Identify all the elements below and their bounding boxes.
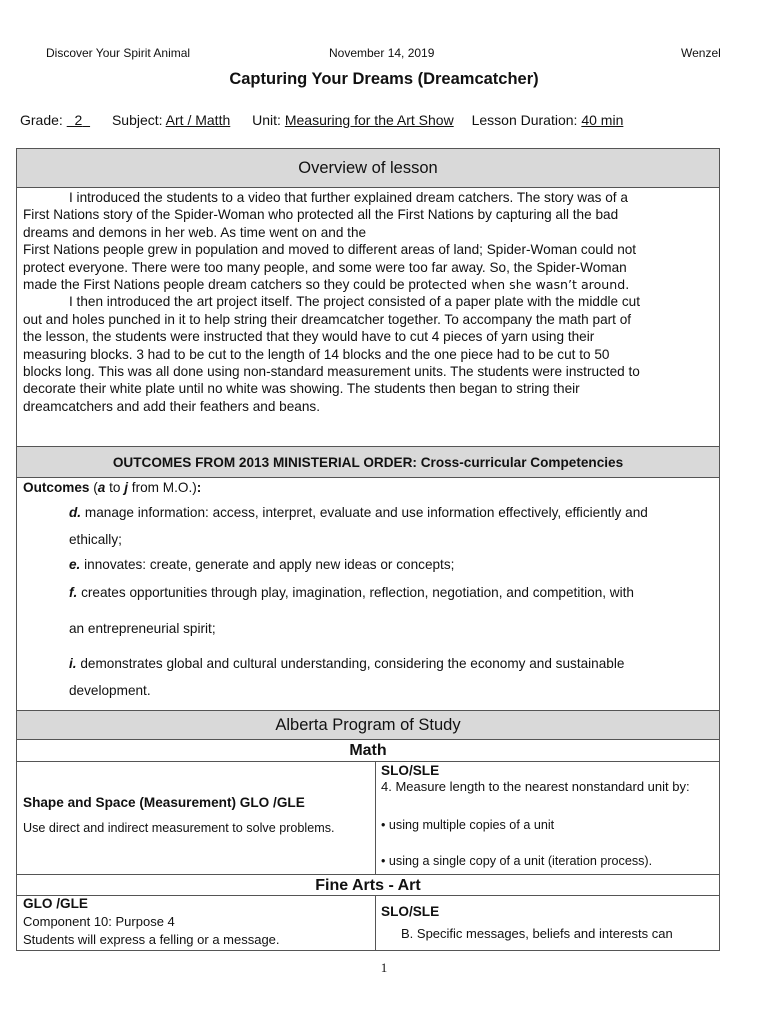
header-doc-title: Discover Your Spirit Animal	[46, 46, 191, 60]
subject-label: Subject:	[111, 112, 163, 128]
outcome-item-e: e. innovates: create, generate and apply new ideas or concepts;	[69, 557, 455, 572]
math-slo-bullet: • using a single copy of a unit (iteration process).	[381, 854, 653, 868]
outcomes-section	[16, 446, 720, 711]
overview-line: I introduced the students to a video that further explained dream catchers. The story was of a	[69, 190, 628, 205]
grade-label: Grade:	[20, 112, 63, 128]
overview-line: decorate their white plate until no white was showing. The students then began to string their	[23, 381, 580, 397]
art-glo-line: Component 10: Purpose 4	[23, 914, 175, 929]
header-date: November 14, 2019	[329, 46, 435, 60]
outcome-item-i: i. demonstrates global and cultural understanding, considering the economy and sustainable	[69, 656, 625, 671]
math-glo-text: Use direct and indirect measurement to solve problems.	[23, 821, 335, 835]
overview-line: I then introduced the art project itself. The project consisted of a paper plate with the middle cut	[69, 294, 641, 310]
outcome-item-d-cont: ethically;	[69, 532, 122, 547]
overview-line: measuring blocks. 3 had to be cut to the length of 14 blocks and the one piece had to be cut to 50	[23, 346, 610, 362]
math-column-divider	[375, 762, 376, 875]
math-slo-bullet: • using multiple copies of a unit	[381, 818, 555, 832]
math-slo-line: 4. Measure length to the nearest nonstandard unit by:	[381, 779, 690, 794]
overview-line: dreamcatchers and add their feathers and beans.	[23, 398, 320, 414]
art-glo-title: GLO /GLE	[23, 896, 88, 911]
outcome-item-f-cont: an entrepreneurial spirit;	[69, 621, 216, 636]
page-number: 1	[380, 960, 388, 975]
duration-value: 40 min	[581, 112, 624, 128]
art-slo-title: SLO/SLE	[381, 904, 440, 919]
art-glo-line: Students will express a felling or a message.	[23, 932, 280, 947]
lesson-meta	[20, 112, 623, 128]
overview-line: First Nations story of the Spider-Woman who protected all the First Nations by capturing all the bad	[23, 207, 619, 223]
duration-label: Lesson Duration:	[471, 112, 578, 128]
unit-label: Unit:	[252, 112, 281, 128]
overview-line: protect everyone. There were too many people, and some were too far away. So, the Spider-Woman	[23, 259, 627, 275]
program-section	[16, 710, 720, 951]
art-column-divider	[375, 895, 376, 951]
overview-line: out and holes punched in it to help string their dreamcatcher together. To accompany the math part of	[23, 311, 632, 327]
page-title: Capturing Your Dreams (Dreamcatcher)	[229, 70, 539, 88]
overview-line: blocks long. This was all done using non-standard measurement units. The students were instructed to	[23, 364, 640, 380]
outcomes-intro: Outcomes (a to j from M.O.):	[23, 480, 202, 495]
math-slo-title: SLO/SLE	[381, 763, 440, 778]
math-heading: Math	[17, 740, 719, 762]
divider	[17, 895, 719, 896]
overview-heading: Overview of lesson	[17, 149, 719, 188]
overview-line: made the First Nations people dream catchers so they could be protected when she wasn’t around.	[23, 277, 630, 293]
header-author: Wenzel	[681, 46, 721, 60]
math-glo-title: Shape and Space (Measurement) GLO /GLE	[23, 795, 305, 810]
program-heading: Alberta Program of Study	[17, 711, 719, 740]
overview-section	[16, 148, 720, 447]
overview-line: the lesson, the students were instructed that they would have to cut 4 pieces of yarn using their	[23, 329, 595, 345]
outcomes-heading: OUTCOMES FROM 2013 MINISTERIAL ORDER: Cross-curricular Competencies	[17, 447, 719, 478]
art-heading: Fine Arts - Art	[315, 877, 421, 894]
grade-value: 2	[74, 112, 83, 128]
outcome-item-d: d. manage information: access, interpret, evaluate and use information effectively, efficiently and	[69, 505, 648, 520]
overview-line: dreams and demons in her web. As time went on and the	[23, 224, 367, 240]
overview-line: First Nations people grew in population and moved to different areas of land; Spider-Woman could not	[23, 242, 637, 258]
subject-value: Art / Matth	[165, 112, 231, 128]
unit-value: Measuring for the Art Show	[284, 112, 454, 128]
art-slo-line: B. Specific messages, beliefs and interests can	[401, 926, 673, 941]
overview-text	[17, 188, 719, 415]
outcome-item-f: f. creates opportunities through play, imagination, reflection, negotiation, and competition, with	[69, 585, 634, 600]
outcome-item-i-cont: development.	[69, 683, 151, 698]
